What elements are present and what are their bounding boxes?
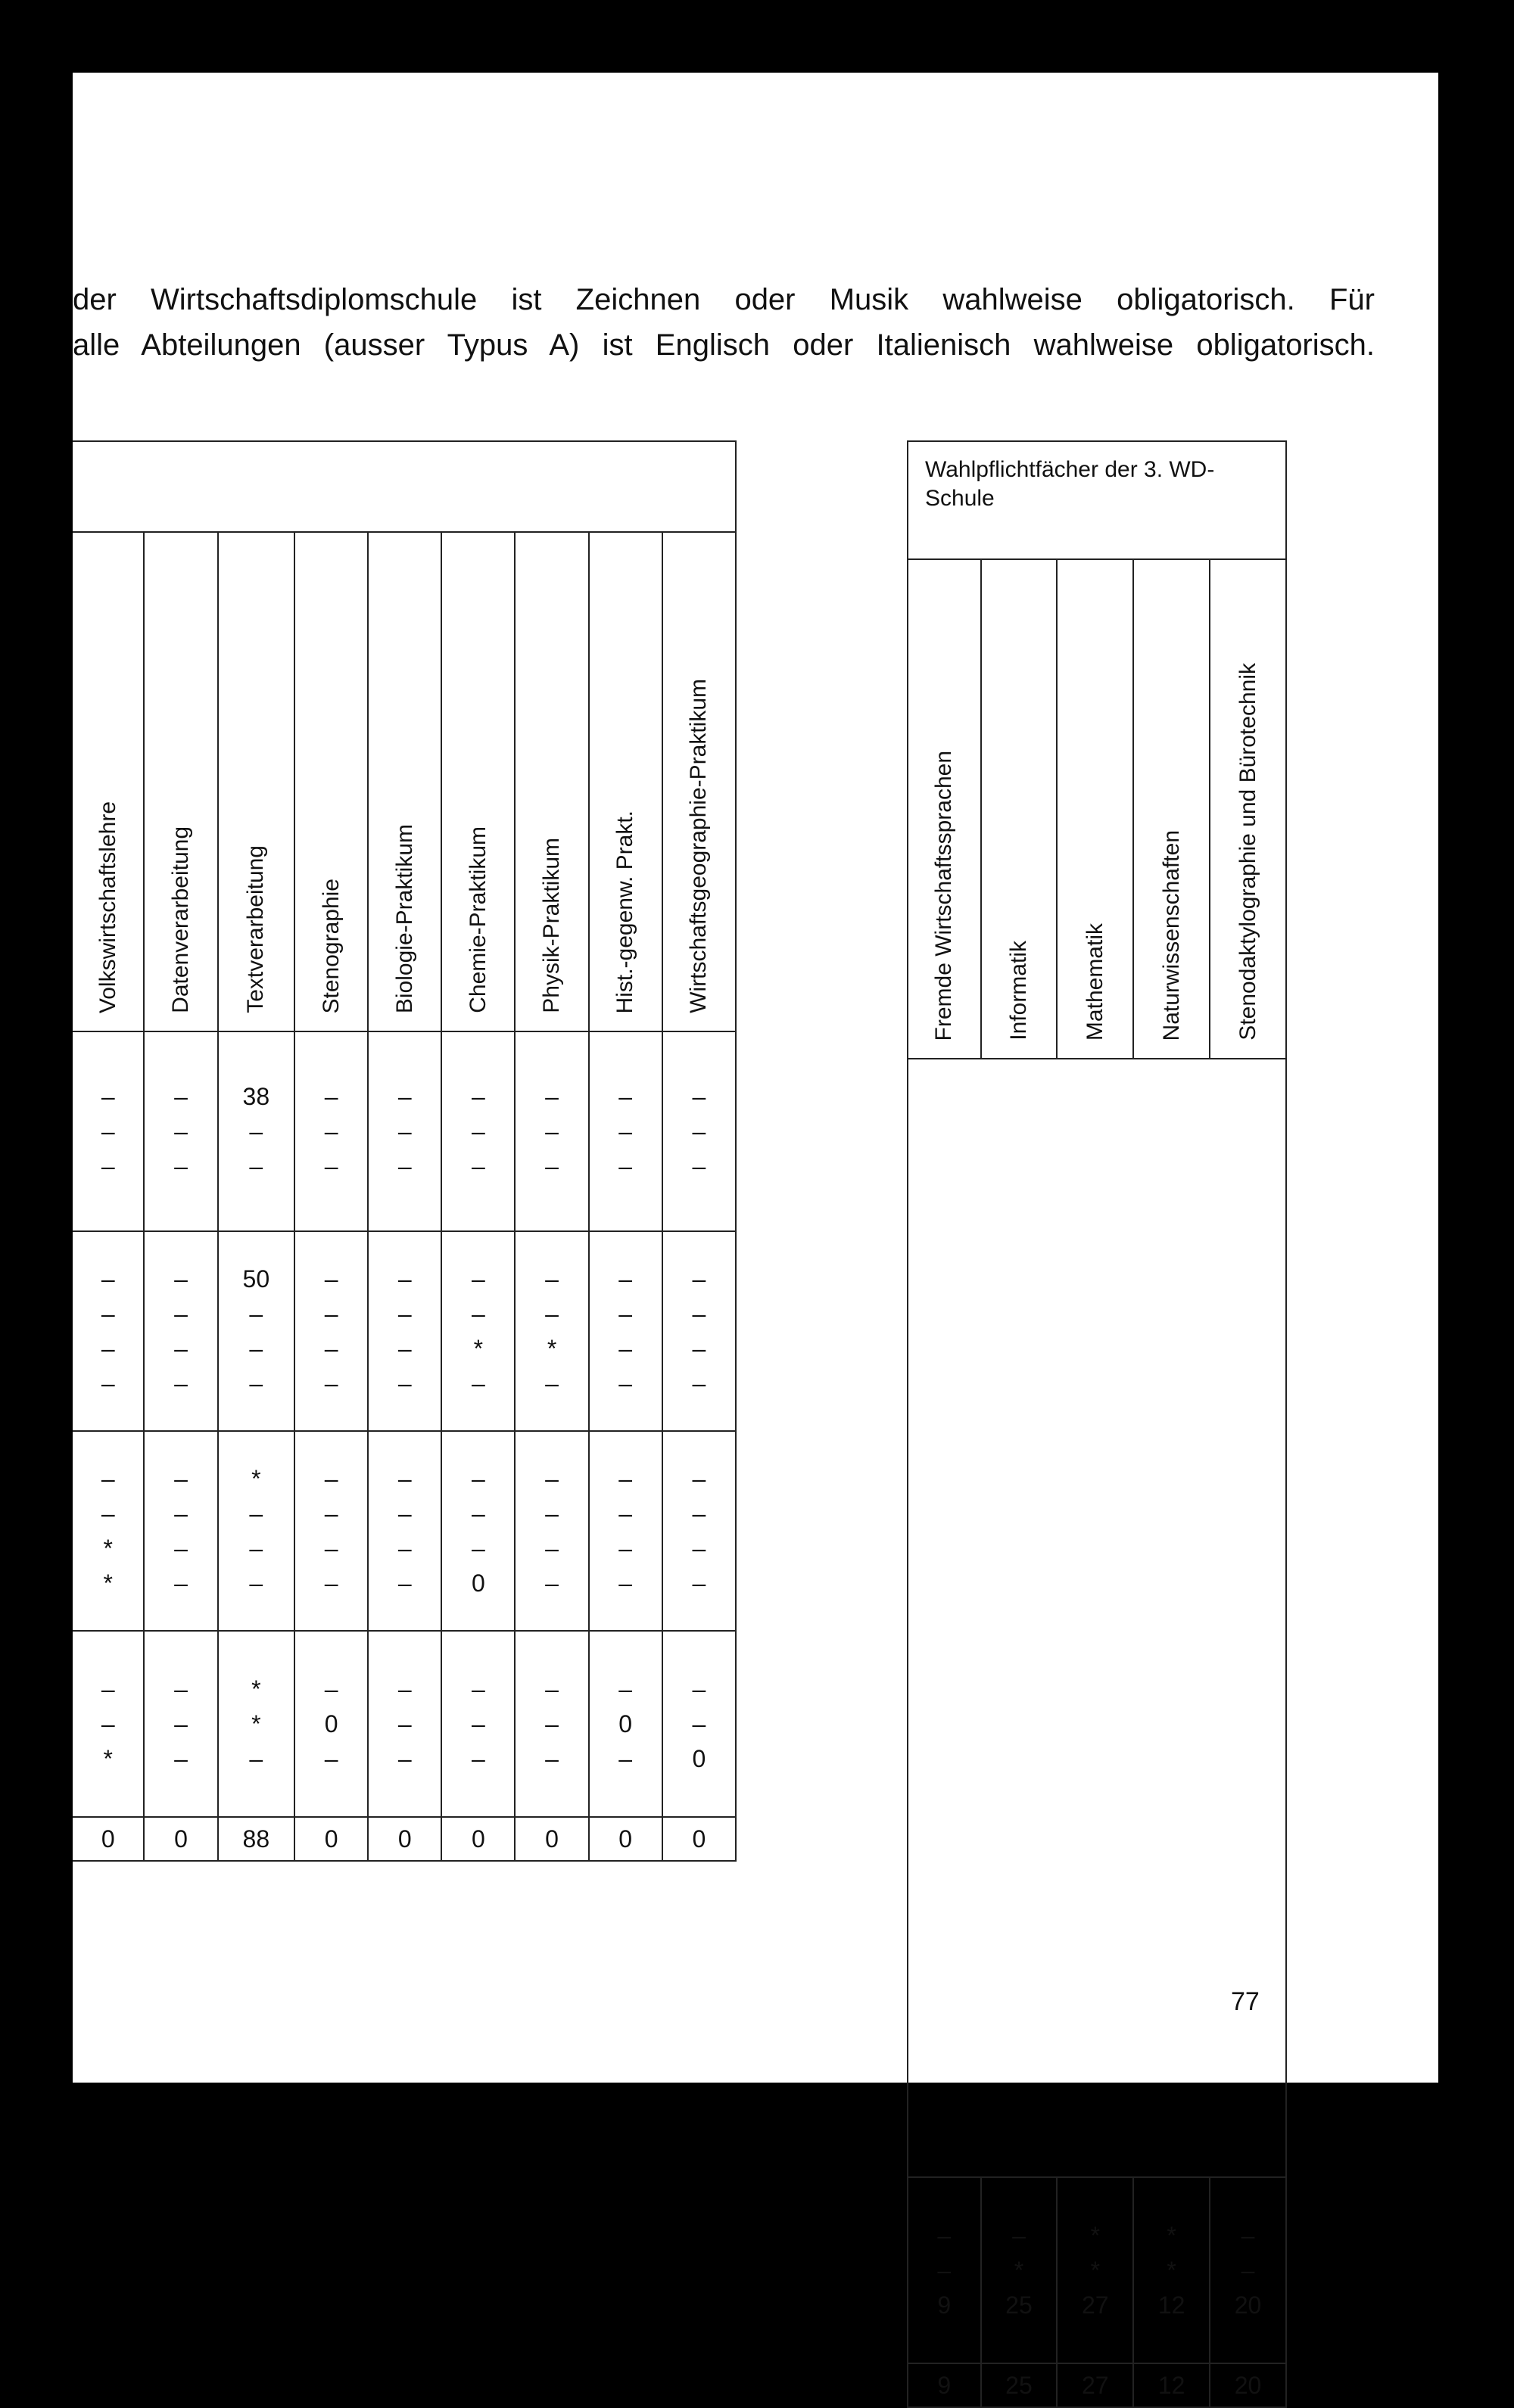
table-cell-value: – bbox=[618, 1500, 633, 1527]
table-cell-value: – bbox=[397, 1745, 412, 1772]
table-cell-value: – bbox=[545, 1370, 559, 1397]
table-cell bbox=[662, 1031, 736, 1231]
total-cell: 0 bbox=[441, 1817, 515, 1861]
total-cell: 27 bbox=[1057, 2363, 1133, 2407]
table-cell-value: – bbox=[545, 1535, 559, 1562]
table-cell bbox=[662, 1231, 736, 1431]
table-cell-value: – bbox=[249, 1335, 263, 1362]
total-cell: 0 bbox=[515, 1817, 588, 1861]
table-cell-value: – bbox=[472, 1265, 485, 1293]
table-cell-value: 0 bbox=[472, 1570, 485, 1597]
column-header bbox=[515, 532, 588, 1031]
table-cell-value: – bbox=[324, 1370, 338, 1397]
table-cell bbox=[144, 1431, 217, 1631]
table-cell-value: * bbox=[1167, 2222, 1176, 2249]
table-cell-value: – bbox=[545, 1118, 559, 1145]
table-cell-value: – bbox=[324, 1675, 338, 1703]
table-cell bbox=[441, 1431, 515, 1631]
table-cell-value: – bbox=[618, 1153, 633, 1180]
table-cell-value: – bbox=[692, 1465, 706, 1492]
table-cell-value: – bbox=[618, 1570, 633, 1597]
table-cell-value: 27 bbox=[1082, 2291, 1109, 2319]
table-cell bbox=[515, 1431, 588, 1631]
table-cell-value: 25 bbox=[1005, 2291, 1033, 2319]
document-page bbox=[73, 73, 1438, 2399]
table-cell bbox=[144, 1031, 217, 1231]
column-header-label: Informatik bbox=[1005, 941, 1031, 1041]
column-header bbox=[73, 532, 144, 1031]
column-header bbox=[294, 532, 368, 1031]
right-table bbox=[907, 440, 1287, 2408]
table-cell-value: – bbox=[472, 1710, 485, 1738]
page-number: 77 bbox=[1231, 1987, 1260, 2016]
table-cell-value: – bbox=[174, 1265, 188, 1293]
table-cell-value: – bbox=[692, 1570, 706, 1597]
table-cell-value: – bbox=[692, 1118, 706, 1145]
column-header bbox=[218, 532, 294, 1031]
table-cell-value: – bbox=[324, 1745, 338, 1772]
table-cell bbox=[662, 1631, 736, 1817]
table-cell bbox=[218, 1231, 294, 1431]
table-cell bbox=[1210, 2177, 1286, 2363]
table-cell-value: * bbox=[1090, 2222, 1101, 2249]
table-cell-value: – bbox=[101, 1335, 115, 1362]
table-cell bbox=[515, 1631, 588, 1817]
table-cell bbox=[218, 1431, 294, 1631]
table-cell-value: – bbox=[249, 1535, 263, 1562]
table-cell bbox=[73, 1031, 144, 1231]
table-cell-value: – bbox=[397, 1265, 412, 1293]
table-cell-value: – bbox=[545, 1500, 559, 1527]
table-cell-value: – bbox=[249, 1300, 263, 1327]
table-cell bbox=[981, 2177, 1058, 2363]
table-cell bbox=[73, 1631, 144, 1817]
table-cell-value: – bbox=[174, 1535, 188, 1562]
table-cell bbox=[589, 1631, 662, 1817]
table-cell-value: – bbox=[472, 1370, 485, 1397]
table-cell-value: – bbox=[249, 1500, 263, 1527]
table-cell-value: – bbox=[1241, 2222, 1255, 2249]
table-cell-value: – bbox=[397, 1300, 412, 1327]
table-cell-value: – bbox=[472, 1500, 485, 1527]
table-cell-value: – bbox=[174, 1083, 188, 1110]
table-cell-value: – bbox=[618, 1300, 633, 1327]
table-cell-value: – bbox=[324, 1570, 338, 1597]
table-cell-value: – bbox=[545, 1083, 559, 1110]
table-cell bbox=[368, 1231, 441, 1431]
column-header bbox=[368, 532, 441, 1031]
table-cell-value: – bbox=[174, 1335, 188, 1362]
column-header-label: Stenographie bbox=[318, 878, 344, 1013]
table-cell-value: – bbox=[324, 1535, 338, 1562]
table-cell-value: – bbox=[101, 1300, 115, 1327]
table-cell-value: – bbox=[472, 1083, 485, 1110]
table-cell bbox=[589, 1231, 662, 1431]
table-cell-value: * bbox=[1014, 2257, 1024, 2284]
table-cell-value: – bbox=[324, 1500, 338, 1527]
intro-text bbox=[73, 277, 1375, 368]
table-cell-value: – bbox=[472, 1153, 485, 1180]
table-cell-value: – bbox=[101, 1083, 115, 1110]
table-cell-value: * bbox=[103, 1570, 113, 1597]
table-cell bbox=[294, 1031, 368, 1231]
table-cell-value: * bbox=[251, 1710, 261, 1738]
table-cell-value: – bbox=[397, 1335, 412, 1362]
table-cell bbox=[144, 1631, 217, 1817]
table-cell-value: – bbox=[692, 1710, 706, 1738]
table-cell bbox=[589, 1431, 662, 1631]
column-header bbox=[1133, 559, 1210, 1059]
right-table-empty-area bbox=[908, 1059, 1286, 2177]
table-cell-value: * bbox=[1090, 2257, 1101, 2284]
table-cell-value: – bbox=[249, 1118, 263, 1145]
table-cell-value: – bbox=[397, 1500, 412, 1527]
table-cell-value: * bbox=[251, 1675, 261, 1703]
table-cell-value: – bbox=[692, 1265, 706, 1293]
table-cell-value: – bbox=[249, 1570, 263, 1597]
table-cell-value: – bbox=[101, 1500, 115, 1527]
table-cell bbox=[1133, 2177, 1210, 2363]
table-cell-value: – bbox=[618, 1465, 633, 1492]
table-cell-value: – bbox=[101, 1153, 115, 1180]
total-cell: 0 bbox=[144, 1817, 217, 1861]
column-header-label: Naturwissenschaften bbox=[1158, 829, 1184, 1041]
column-header-label: Physik-Praktikum bbox=[539, 838, 565, 1013]
table-cell-value: * bbox=[103, 1535, 113, 1562]
column-header bbox=[589, 532, 662, 1031]
table-cell-value: – bbox=[692, 1300, 706, 1327]
table-cell-value: – bbox=[692, 1153, 706, 1180]
table-cell-value: – bbox=[324, 1083, 338, 1110]
total-cell: 25 bbox=[981, 2363, 1058, 2407]
table-cell bbox=[441, 1231, 515, 1431]
table-cell-value: – bbox=[937, 2222, 952, 2249]
table-cell-value: – bbox=[324, 1118, 338, 1145]
table-cell bbox=[515, 1031, 588, 1231]
table-cell-value: – bbox=[324, 1465, 338, 1492]
total-cell: 9 bbox=[908, 2363, 981, 2407]
table-cell-value: – bbox=[472, 1535, 485, 1562]
table-cell-value: – bbox=[249, 1370, 263, 1397]
table-cell-value: – bbox=[397, 1370, 412, 1397]
table-cell-value: – bbox=[937, 2257, 952, 2284]
table-cell-value: – bbox=[397, 1710, 412, 1738]
table-cell bbox=[908, 2177, 981, 2363]
table-cell bbox=[662, 1431, 736, 1631]
table-cell-value: – bbox=[174, 1570, 188, 1597]
table-cell-value: – bbox=[324, 1153, 338, 1180]
total-cell: 0 bbox=[368, 1817, 441, 1861]
column-header-label: Fremde Wirtschaftssprachen bbox=[931, 750, 957, 1041]
table-cell bbox=[218, 1631, 294, 1817]
table-cell-value: 9 bbox=[937, 2291, 952, 2319]
total-cell: 12 bbox=[1133, 2363, 1210, 2407]
table-cell bbox=[144, 1231, 217, 1431]
right-table-header: Wahlpflichtfächer der 3. WD-Schule bbox=[908, 441, 1286, 559]
table-cell bbox=[368, 1431, 441, 1631]
left-table bbox=[73, 440, 737, 1862]
table-cell-value: – bbox=[472, 1675, 485, 1703]
table-cell-value: 0 bbox=[618, 1710, 633, 1738]
table-cell-value: – bbox=[101, 1118, 115, 1145]
column-header-label: Biologie-Praktikum bbox=[391, 823, 417, 1013]
intro-line-1: der Wirtschaftsdiplomschule ist Zeichnen oder Musik wahlweise obligatorisch. Für bbox=[73, 283, 1375, 316]
column-header bbox=[662, 532, 736, 1031]
table-cell-value: – bbox=[101, 1675, 115, 1703]
table-cell-value: – bbox=[397, 1675, 412, 1703]
total-cell: 0 bbox=[662, 1817, 736, 1861]
table-cell-value: * bbox=[103, 1745, 113, 1772]
table-cell-value: – bbox=[618, 1118, 633, 1145]
column-header bbox=[144, 532, 217, 1031]
table-cell-value: – bbox=[545, 1675, 559, 1703]
table-cell-value: * bbox=[473, 1335, 484, 1362]
table-cell-value: 50 bbox=[242, 1265, 270, 1293]
table-cell-value: * bbox=[251, 1465, 261, 1492]
table-cell-value: – bbox=[174, 1465, 188, 1492]
table-cell-value: – bbox=[692, 1370, 706, 1397]
table-cell-value: – bbox=[174, 1118, 188, 1145]
column-header bbox=[441, 532, 515, 1031]
table-cell-value: – bbox=[249, 1153, 263, 1180]
table-cell-value: – bbox=[324, 1300, 338, 1327]
column-header bbox=[1057, 559, 1133, 1059]
table-cell-value: – bbox=[545, 1570, 559, 1597]
table-cell bbox=[368, 1031, 441, 1231]
table-cell-value: – bbox=[472, 1465, 485, 1492]
table-cell bbox=[73, 1431, 144, 1631]
table-cell-value: – bbox=[618, 1745, 633, 1772]
total-cell: 0 bbox=[294, 1817, 368, 1861]
table-cell bbox=[441, 1031, 515, 1231]
column-header-label: Wirtschaftsgeographie-Praktikum bbox=[686, 679, 712, 1013]
table-cell-value: – bbox=[618, 1370, 633, 1397]
table-cell-value: – bbox=[618, 1335, 633, 1362]
table-cell-value: – bbox=[692, 1500, 706, 1527]
table-cell-value: – bbox=[174, 1153, 188, 1180]
table-cell bbox=[441, 1631, 515, 1817]
column-header-label: Datenverarbeitung bbox=[168, 826, 194, 1013]
column-header-label: Volkswirtschaftslehre bbox=[95, 801, 120, 1013]
table-cell-value: – bbox=[324, 1335, 338, 1362]
table-cell bbox=[294, 1431, 368, 1631]
column-header-label: Textverarbeitung bbox=[243, 845, 269, 1013]
table-cell-value: 38 bbox=[242, 1083, 270, 1110]
total-cell: 20 bbox=[1210, 2363, 1286, 2407]
table-cell-value: – bbox=[472, 1300, 485, 1327]
column-header bbox=[981, 559, 1058, 1059]
table-cell-value: * bbox=[547, 1335, 557, 1362]
column-header-label: Stenodaktylographie und Bürotechnik bbox=[1235, 663, 1260, 1041]
table-cell-value: – bbox=[545, 1710, 559, 1738]
table-cell-value: – bbox=[545, 1265, 559, 1293]
table-cell-value: – bbox=[324, 1265, 338, 1293]
table-cell-value: – bbox=[174, 1675, 188, 1703]
intro-line-2: alle Abteilungen (ausser Typus A) ist Englisch oder Italienisch wahlweise obligatorisch. bbox=[73, 328, 1375, 362]
column-header-label: Hist.-gegenw. Prakt. bbox=[612, 810, 638, 1013]
table-cell-value: – bbox=[692, 1675, 706, 1703]
table-cell-value: – bbox=[692, 1083, 706, 1110]
table-cell bbox=[515, 1231, 588, 1431]
table-cell-value: – bbox=[1012, 2222, 1026, 2249]
column-header bbox=[1210, 559, 1286, 1059]
table-cell-value: – bbox=[174, 1300, 188, 1327]
total-cell: 88 bbox=[218, 1817, 294, 1861]
table-cell-value: – bbox=[397, 1465, 412, 1492]
table-cell-value: – bbox=[397, 1153, 412, 1180]
column-header bbox=[908, 559, 981, 1059]
table-cell-value: – bbox=[397, 1570, 412, 1597]
total-cell: 0 bbox=[73, 1817, 144, 1861]
table-cell bbox=[294, 1631, 368, 1817]
column-header-label: Chemie-Praktikum bbox=[465, 826, 491, 1013]
table-cell-value: – bbox=[101, 1370, 115, 1397]
table-cell-value: – bbox=[545, 1300, 559, 1327]
table-cell-value: – bbox=[472, 1118, 485, 1145]
table-cell-value: – bbox=[545, 1465, 559, 1492]
table-cell-value: – bbox=[545, 1153, 559, 1180]
table-cell-value: – bbox=[545, 1745, 559, 1772]
table-cell-value: – bbox=[101, 1265, 115, 1293]
table-cell bbox=[73, 1231, 144, 1431]
table-cell-value: – bbox=[174, 1370, 188, 1397]
table-cell-value: 20 bbox=[1234, 2291, 1262, 2319]
table-cell-value: – bbox=[397, 1118, 412, 1145]
left-table-header bbox=[73, 441, 736, 532]
table-cell-value: – bbox=[174, 1745, 188, 1772]
table-cell-value: – bbox=[174, 1500, 188, 1527]
table-cell bbox=[1057, 2177, 1133, 2363]
table-cell-value: – bbox=[397, 1535, 412, 1562]
table-cell-value: * bbox=[1167, 2257, 1176, 2284]
table-cell-value: – bbox=[692, 1535, 706, 1562]
table-cell-value: 0 bbox=[324, 1710, 338, 1738]
total-cell: 0 bbox=[589, 1817, 662, 1861]
table-cell-value: – bbox=[618, 1083, 633, 1110]
table-cell-value: 0 bbox=[692, 1745, 706, 1772]
table-cell-value: – bbox=[618, 1535, 633, 1562]
table-cell-value: – bbox=[101, 1465, 115, 1492]
table-cell-value: – bbox=[618, 1675, 633, 1703]
table-cell-value: – bbox=[174, 1710, 188, 1738]
table-cell-value: 12 bbox=[1157, 2291, 1185, 2319]
table-cell bbox=[218, 1031, 294, 1231]
table-cell-value: – bbox=[1241, 2257, 1255, 2284]
table-cell-value: – bbox=[618, 1265, 633, 1293]
table-cell bbox=[294, 1231, 368, 1431]
table-cell-value: – bbox=[101, 1710, 115, 1738]
table-cell-value: – bbox=[692, 1335, 706, 1362]
column-header-label: Mathematik bbox=[1082, 922, 1107, 1041]
table-cell bbox=[368, 1631, 441, 1817]
table-cell-value: – bbox=[472, 1745, 485, 1772]
table-cell-value: – bbox=[397, 1083, 412, 1110]
table-cell bbox=[589, 1031, 662, 1231]
table-cell-value: – bbox=[249, 1745, 263, 1772]
